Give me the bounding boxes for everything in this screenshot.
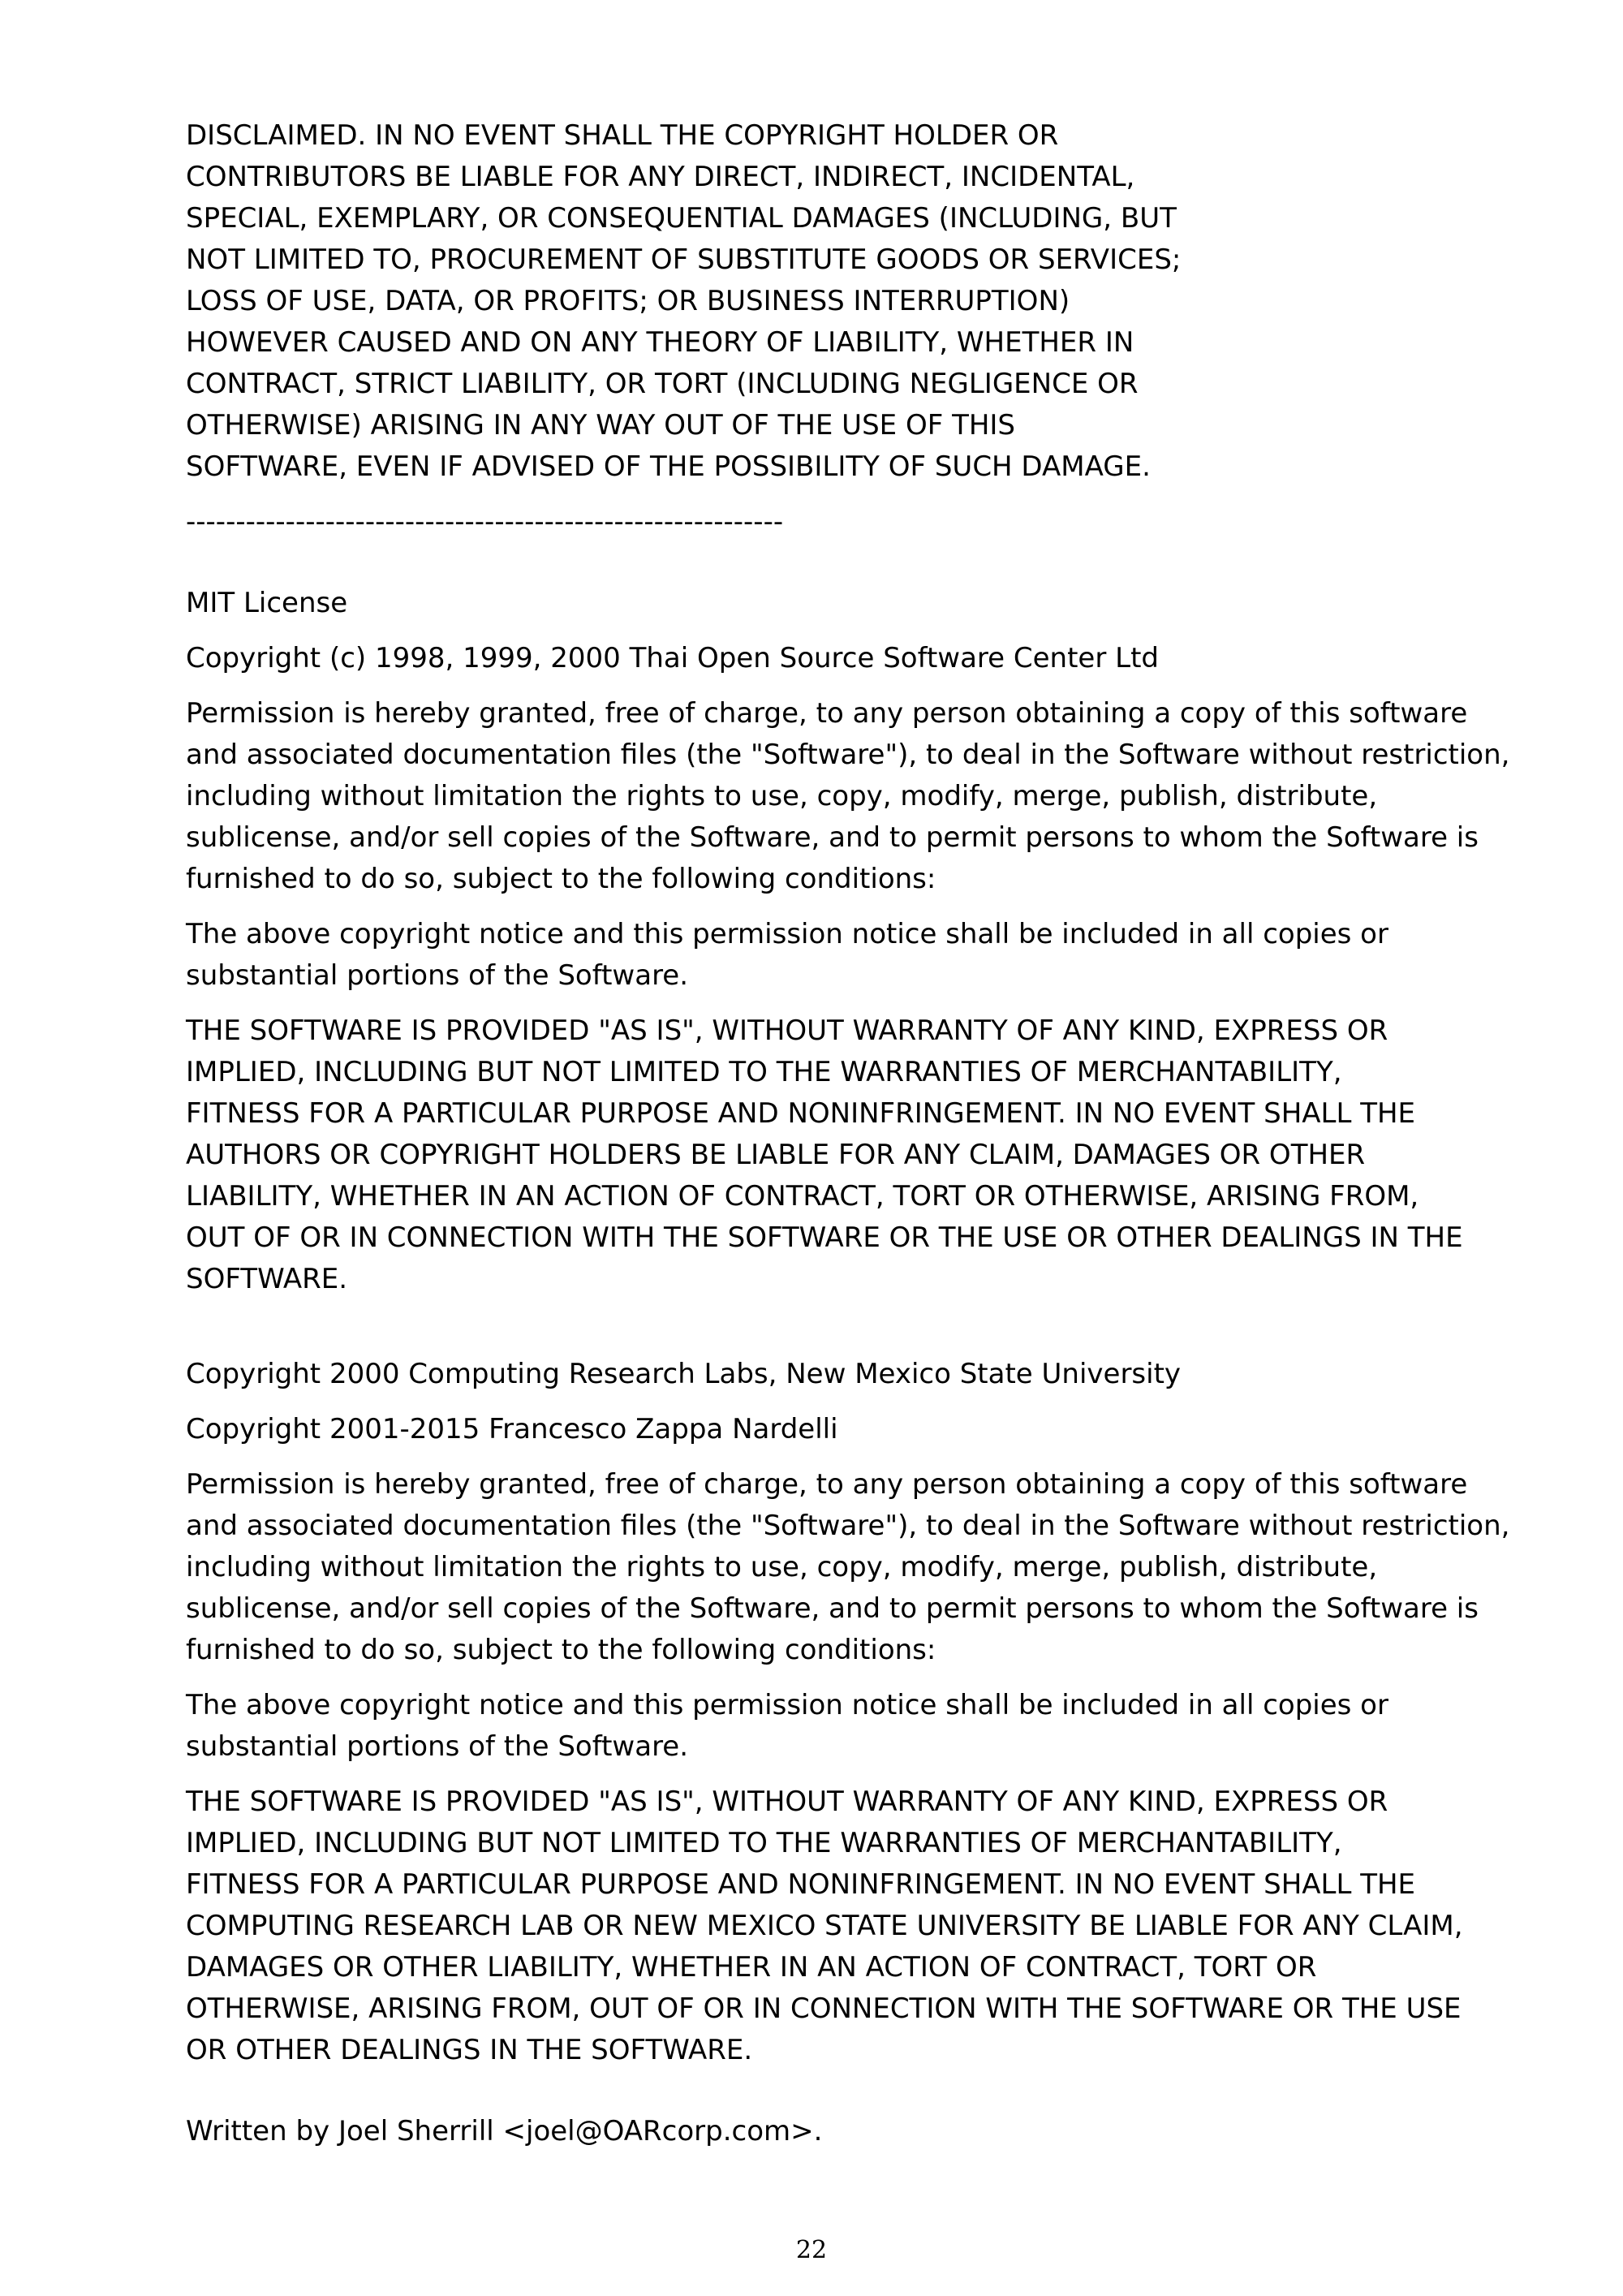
- text-line: sublicense, and/or sell copies of the Software, and to permit persons to whom the Software is: [186, 1592, 1479, 1625]
- crl-license-section: [186, 1354, 1510, 2071]
- text-line: IMPLIED, INCLUDING BUT NOT LIMITED TO THE WARRANTIES OF MERCHANTABILITY,: [186, 1827, 1342, 1859]
- text-line: FITNESS FOR A PARTICULAR PURPOSE AND NONINFRINGEMENT. IN NO EVENT SHALL THE: [186, 1097, 1416, 1130]
- text-line: HOWEVER CAUSED AND ON ANY THEORY OF LIABILITY, WHETHER IN: [186, 326, 1134, 359]
- permission-paragraph: [186, 1464, 1510, 1671]
- text-line: SOFTWARE, EVEN IF ADVISED OF THE POSSIBILITY OF SUCH DAMAGE.: [186, 450, 1151, 483]
- text-line: furnished to do so, subject to the following conditions:: [186, 1634, 936, 1666]
- text-line: CONTRACT, STRICT LIABILITY, OR TORT (INCLUDING NEGLIGENCE OR: [186, 368, 1139, 400]
- text-line: sublicense, and/or sell copies of the Software, and to permit persons to whom the Software is: [186, 821, 1479, 854]
- text-line: Permission is hereby granted, free of charge, to any person obtaining a copy of this software: [186, 1468, 1468, 1501]
- text-line: SOFTWARE.: [186, 1263, 348, 1295]
- text-line: OR OTHER DEALINGS IN THE SOFTWARE.: [186, 2034, 753, 2066]
- text-line: substantial portions of the Software.: [186, 959, 689, 992]
- notice-paragraph: [186, 914, 1484, 997]
- copyright-line: Copyright 2000 Computing Research Labs, New Mexico State University: [186, 1358, 1182, 1390]
- document-body: [186, 115, 1510, 2152]
- page-number: 22: [795, 2236, 828, 2264]
- copyright-line: Copyright (c) 1998, 1999, 2000 Thai Open Source Software Center Ltd: [186, 642, 1159, 674]
- text-line: DISCLAIMED. IN NO EVENT SHALL THE COPYRIGHT HOLDER OR: [186, 119, 1059, 152]
- text-line: The above copyright notice and this permission notice shall be included in all copies or: [186, 918, 1388, 950]
- spacer: [186, 1314, 1484, 1354]
- text-line: FITNESS FOR A PARTICULAR PURPOSE AND NONINFRINGEMENT. IN NO EVENT SHALL THE: [186, 1868, 1416, 1901]
- text-line: substantial portions of the Software.: [186, 1730, 689, 1763]
- text-line: OUT OF OR IN CONNECTION WITH THE SOFTWARE OR THE USE OR OTHER DEALINGS IN THE: [186, 1221, 1463, 1254]
- spacer: [186, 543, 1484, 583]
- notice-paragraph: [186, 1685, 1484, 1768]
- text-line: THE SOFTWARE IS PROVIDED "AS IS", WITHOUT WARRANTY OF ANY KIND, EXPRESS OR: [186, 1786, 1388, 1818]
- text-line: COMPUTING RESEARCH LAB OR NEW MEXICO STATE UNIVERSITY BE LIABLE FOR ANY CLAIM,: [186, 1910, 1463, 1942]
- warranty-paragraph: [186, 1781, 1484, 2071]
- mit-license-section: [186, 583, 1510, 1300]
- license-heading: MIT License: [186, 587, 348, 619]
- text-line: NOT LIMITED TO, PROCUREMENT OF SUBSTITUTE GOODS OR SERVICES;: [186, 243, 1182, 276]
- text-line: including without limitation the rights to use, copy, modify, merge, publish, distribute,: [186, 780, 1378, 812]
- text-line: THE SOFTWARE IS PROVIDED "AS IS", WITHOUT WARRANTY OF ANY KIND, EXPRESS OR: [186, 1014, 1388, 1047]
- text-line: AUTHORS OR COPYRIGHT HOLDERS BE LIABLE FOR ANY CLAIM, DAMAGES OR OTHER: [186, 1139, 1366, 1171]
- text-line: OTHERWISE, ARISING FROM, OUT OF OR IN CONNECTION WITH THE SOFTWARE OR THE USE: [186, 1992, 1462, 2025]
- text-line: and associated documentation files (the "Software"), to deal in the Software without restriction,: [186, 739, 1510, 771]
- author-credit: Written by Joel Sherrill <joel@OARcorp.com>.: [186, 2115, 823, 2147]
- text-line: furnished to do so, subject to the following conditions:: [186, 863, 936, 895]
- copyright-line: Copyright 2001-2015 Francesco Zappa Nardelli: [186, 1413, 838, 1445]
- text-line: The above copyright notice and this permission notice shall be included in all copies or: [186, 1689, 1388, 1721]
- text-line: IMPLIED, INCLUDING BUT NOT LIMITED TO THE WARRANTIES OF MERCHANTABILITY,: [186, 1056, 1342, 1088]
- warranty-paragraph: [186, 1010, 1484, 1300]
- text-line: LOSS OF USE, DATA, OR PROFITS; OR BUSINESS INTERRUPTION): [186, 285, 1070, 317]
- text-line: and associated documentation files (the "Software"), to deal in the Software without restriction,: [186, 1510, 1510, 1542]
- text-line: CONTRIBUTORS BE LIABLE FOR ANY DIRECT, INDIRECT, INCIDENTAL,: [186, 161, 1135, 193]
- text-line: SPECIAL, EXEMPLARY, OR CONSEQUENTIAL DAMAGES (INCLUDING, BUT: [186, 202, 1177, 235]
- spacer: [186, 2071, 1484, 2111]
- text-line: DAMAGES OR OTHER LIABILITY, WHETHER IN AN ACTION OF CONTRACT, TORT OR: [186, 1951, 1317, 1984]
- disclaimer-paragraph: [186, 115, 1484, 488]
- text-line: LIABILITY, WHETHER IN AN ACTION OF CONTRACT, TORT OR OTHERWISE, ARISING FROM,: [186, 1180, 1419, 1213]
- text-line: including without limitation the rights to use, copy, modify, merge, publish, distribute,: [186, 1551, 1378, 1583]
- text-line: Permission is hereby granted, free of charge, to any person obtaining a copy of this software: [186, 697, 1468, 730]
- permission-paragraph: [186, 693, 1510, 900]
- section-separator: ------------------------------------------------------------: [186, 506, 784, 538]
- text-line: OTHERWISE) ARISING IN ANY WAY OUT OF THE USE OF THIS: [186, 409, 1016, 442]
